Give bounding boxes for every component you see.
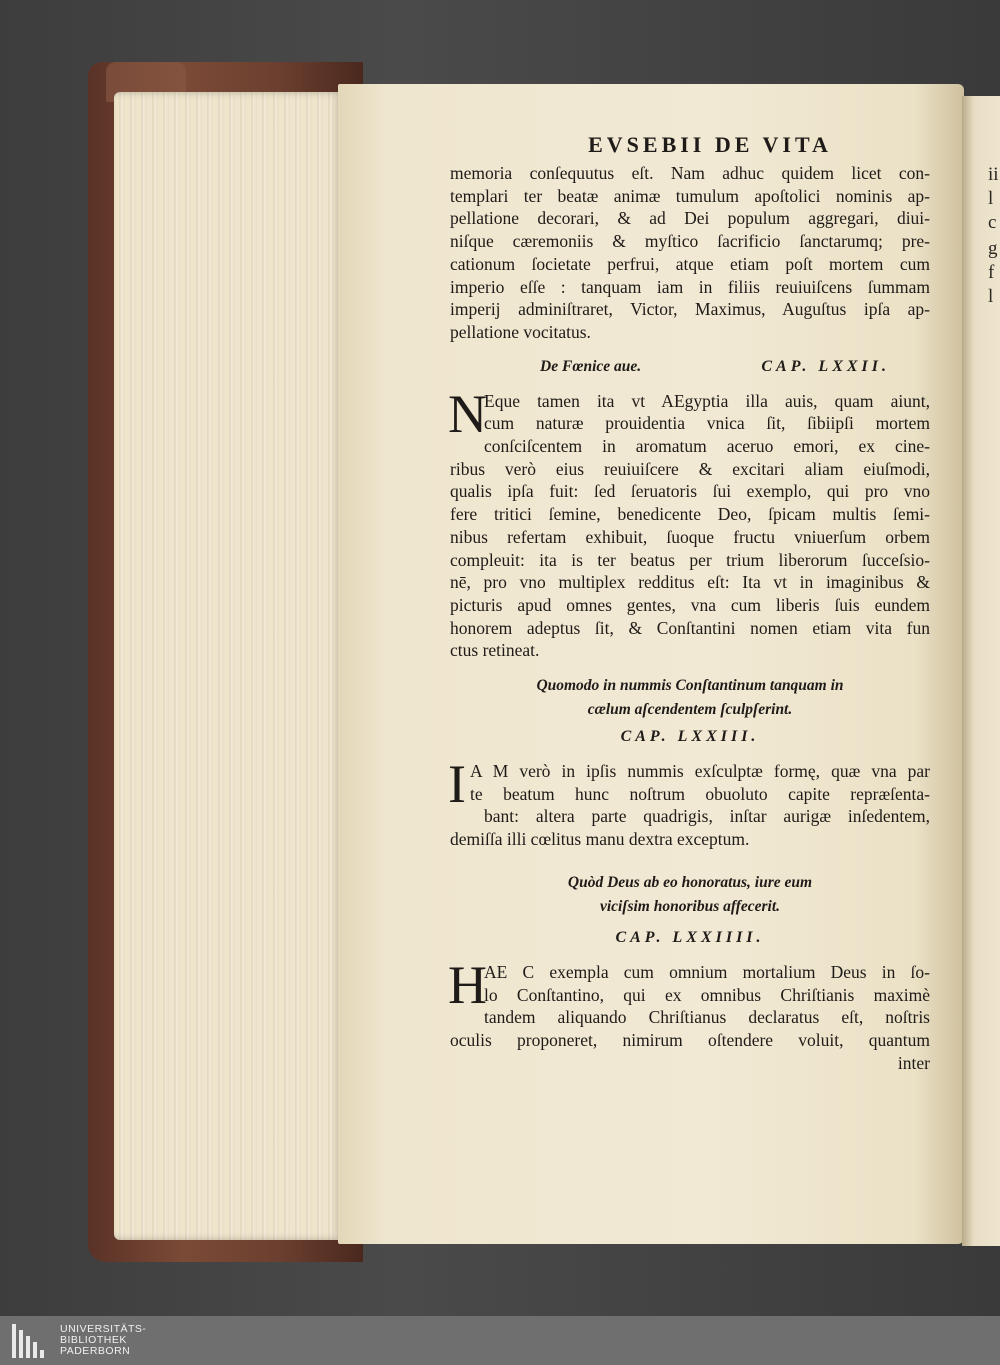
text-line: honorem adeptus ſit, & Conſtantini nomen etiam vita fun [450,617,930,638]
chapter-73-heading [450,674,930,750]
text-line: templari ter beatæ animæ tumulum apoſtolici nominis ap- [450,185,930,206]
chapter-74-title: Quòd Deus ab eo honoratus, iure eum [567,873,813,891]
drop-capital: I [448,754,466,815]
text-line: AE C exempla cum omnium mortalium Deus in ſo- [484,961,930,982]
chapter-72-heading [450,354,930,384]
text-line: nibus refertam exhibuit, ſuoque fructu vniuerſum orbem [450,526,930,547]
text-line: fere tritici ſemine, benedicente Deo, ſpicam multis ſemi- [450,504,930,525]
text-line: demiſſa illi cœlitus manu dextra exceptum. [450,829,750,850]
text-line: te beatum hunc noſtrum obuoluto capite repræſenta- [470,783,930,804]
text-line: niſque cæremoniis & myſtico ſacrificio ſanctarumq; pre- [450,231,930,252]
library-logo-icon [10,1322,46,1360]
text-line: qualis ipſa fuit: ſed ſeruatoris ſui exemplo, qui pro vno [450,481,930,502]
text-line: ribus verò eius reuiuiſcere & excitari aliam eiuſmodi, [450,458,930,479]
running-head: EVSEBII DE VITA [588,132,832,157]
facing-fragment: g [988,238,998,259]
chapter-74-body [448,954,930,1075]
drop-capital: H [448,954,487,1015]
text-line: pellatione decorari, & ad Dei populum aggregari, diui- [450,208,930,229]
text-line: A M verò in ipſis nummis exſculptæ formę, quæ vna par [470,761,930,782]
chapter-72-body [448,383,930,662]
text-line: bant: altera parte quadrigis, inſtar aurigæ inſedentem, [484,806,930,827]
library-footer [0,1316,1000,1365]
chapter-72-title: De Fœnice aue. [540,357,642,375]
chapter-73-number: CAP. LXXIII. [620,728,760,746]
text-line: pellatione vocitatus. [450,321,591,342]
text-line: oculis proponeret, nimirum oſtendere voluit, quantum [450,1029,930,1050]
text-line: ctus retineat. [450,640,540,661]
text-line: nē, pro vno multiplex redditus eſt: Ita vt in imaginibus & [450,572,930,593]
chapter-74-heading [450,871,930,951]
text-line: cum naturæ prouidentia vnica ſit, ſibiipſi mortem [484,413,930,434]
facing-fragment: l [988,188,994,209]
text-line: conſciſcentem in aromatum aceruo emori, ex cine- [484,436,930,457]
chapter-74-title: viciſsim honoribus affecerit. [599,897,781,915]
library-name [60,1324,146,1357]
facing-fragment: f [988,262,995,283]
text-line: cationum ſocietate perfrui, atque etiam poſt mortem cum [450,253,930,274]
text-line: Eque tamen ita vt AEgyptia illa auis, quam aiunt, [484,390,930,411]
library-name-line: PADERBORN [60,1345,131,1357]
text-line: tandem aliquando Chriſtianus declaratus eſt, noſtris [484,1007,930,1028]
page-edges [114,92,342,1240]
facing-fragment: c [988,212,997,233]
facing-fragment: l [988,286,994,307]
text-line: memoria conſequutus eſt. Nam adhuc quidem licet con- [450,163,930,183]
facing-fragment: ii [988,164,999,185]
chapter-73-title: cælum aſcendentem ſculpſerint. [587,701,793,719]
chapter-74-number: CAP. LXXIIII. [615,928,765,946]
text-line: imperio eſſe : tanquam iam in filiis reuiuiſcens ſummam [450,276,930,297]
page-text [450,128,930,1074]
text-line: imperij adminiſtraret, Victor, Maximus, Auguſtus ipſa ap- [450,299,930,320]
library-name-line: BIBLIOTHEK [60,1334,127,1346]
facing-page-edge [962,96,1000,1246]
paragraph-continued [450,162,930,344]
text-line: picturis apud omnes gentes, vna cum liberis ſuis eundem [450,594,930,615]
chapter-72-number: CAP. LXXII. [761,357,890,375]
text-line: lo Conſtantino, qui ex omnibus Chriſtianis maximè [484,984,930,1005]
text-line: compleuit: ita is ter beatus per trium liberorum ſucceſsio- [450,549,930,570]
catchword: inter [897,1052,930,1073]
chapter-73-body [448,754,930,851]
drop-capital: N [448,383,487,444]
chapter-73-title: Quomodo in nummis Conſtantinum tanquam in [536,677,844,695]
library-name-line: UNIVERSITÄTS- [60,1323,147,1335]
